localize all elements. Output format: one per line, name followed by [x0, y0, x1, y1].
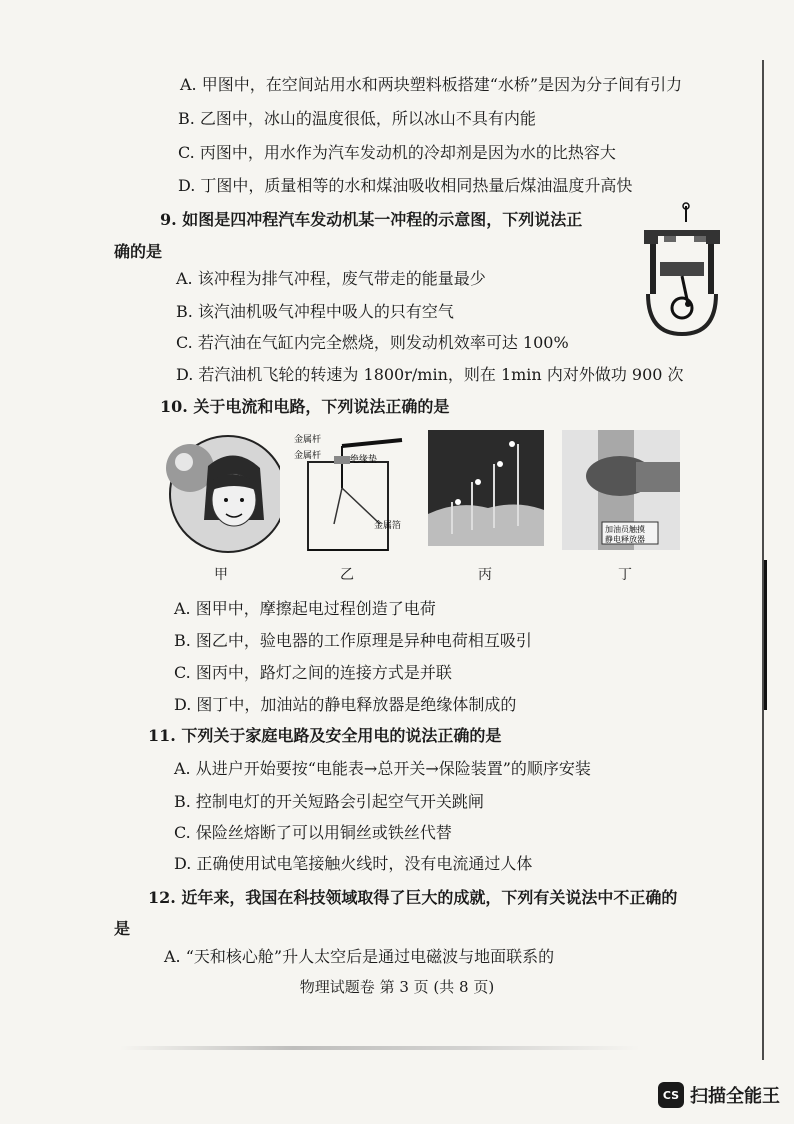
fig-label-bing: 丙 [478, 567, 492, 583]
q10-option-d: D. 图丁中，加油站的静电释放器是绝缘体制成的 [174, 695, 517, 714]
q12-stem-line2: 是 [114, 919, 131, 938]
fig-label-jia: 甲 [214, 567, 228, 583]
streetlights-photo [428, 430, 544, 546]
q9-option-b: B. 该汽油机吸气冲程中吸人的只有空气 [176, 302, 454, 321]
scanner-watermark [658, 1082, 780, 1108]
fig-label-yi: 乙 [340, 567, 354, 583]
q8-option-d: D. 丁图中，质量相等的水和煤油吸收相同热量后煤油温度升高快 [178, 176, 633, 195]
q9-option-d: D. 若汽油机飞轮的转速为 1800r/min，则在 1min 内对外做功 900 次 [176, 365, 684, 384]
sign-text-line2: 静电释放器 [605, 535, 645, 544]
static-release-photo [562, 430, 680, 550]
q9-stem-line1: 9. 如图是四冲程汽车发动机某一冲程的示意图，下列说法正 [160, 210, 583, 229]
q12-stem-line1: 12. 近年来，我国在科技领域取得了巨大的成就，下列有关说法中不正确的 [148, 888, 678, 907]
q11-option-b: B. 控制电灯的开关短路会引起空气开关跳闸 [174, 792, 484, 811]
q12-option-a: A. “天和核心舱”升人太空后是通过电磁波与地面联系的 [164, 947, 555, 966]
q10-option-c: C. 图丙中，路灯之间的连接方式是并联 [174, 663, 452, 682]
electroscope-diagram [294, 428, 406, 556]
fig-label-ding: 丁 [618, 567, 632, 583]
q10-stem: 10. 关于电流和电路，下列说法正确的是 [160, 397, 450, 416]
label-metal-rod-1: 金属杆 [294, 434, 322, 444]
q9-option-a: A. 该冲程为排气冲程，废气带走的能量最少 [176, 269, 486, 288]
q8-option-b: B. 乙图中，冰山的温度很低，所以冰山不具有内能 [178, 109, 536, 128]
q10-option-b: B. 图乙中，验电器的工作原理是异种电荷相互吸引 [174, 631, 532, 650]
q11-option-c: C. 保险丝熔断了可以用铜丝或铁丝代替 [174, 823, 452, 842]
scan-smudge [120, 1046, 640, 1050]
page-footer: 物理试题卷 第 3 页 (共 8 页) [299, 978, 495, 996]
q11-option-a: A. 从进户开始要按“电能表→总开关→保险装置”的顺序安装 [174, 759, 591, 778]
engine-stroke-figure [636, 200, 728, 340]
scan-edge-mark [764, 560, 767, 710]
camscanner-logo-icon: CS [658, 1082, 684, 1108]
balloon-hair-photo [160, 428, 280, 556]
q9-stem-line2: 确的是 [114, 242, 163, 261]
q11-option-d: D. 正确使用试电笔接触火线时，没有电流通过人体 [174, 854, 533, 873]
q11-stem: 11. 下列关于家庭电路及安全用电的说法正确的是 [148, 726, 502, 745]
label-insulator-pad: 绝缘垫 [350, 454, 378, 464]
q10-option-a: A. 图甲中，摩擦起电过程创造了电荷 [174, 599, 436, 618]
q9-option-c: C. 若汽油在气缸内完全燃烧，则发动机效率可达 100% [176, 333, 569, 352]
watermark-text: 扫描全能王 [690, 1086, 780, 1107]
label-metal-foil: 金属箔 [374, 520, 402, 530]
q8-option-c: C. 丙图中，用水作为汽车发动机的冷却剂是因为水的比热容大 [178, 143, 616, 162]
q8-option-a: A. 甲图中，在空间站用水和两块塑料板搭建“水桥”是因为分子间有引力 [180, 75, 683, 94]
sign-text-line1: 加油员触摸 [605, 525, 645, 534]
label-metal-rod-2: 金属杆 [294, 450, 322, 460]
